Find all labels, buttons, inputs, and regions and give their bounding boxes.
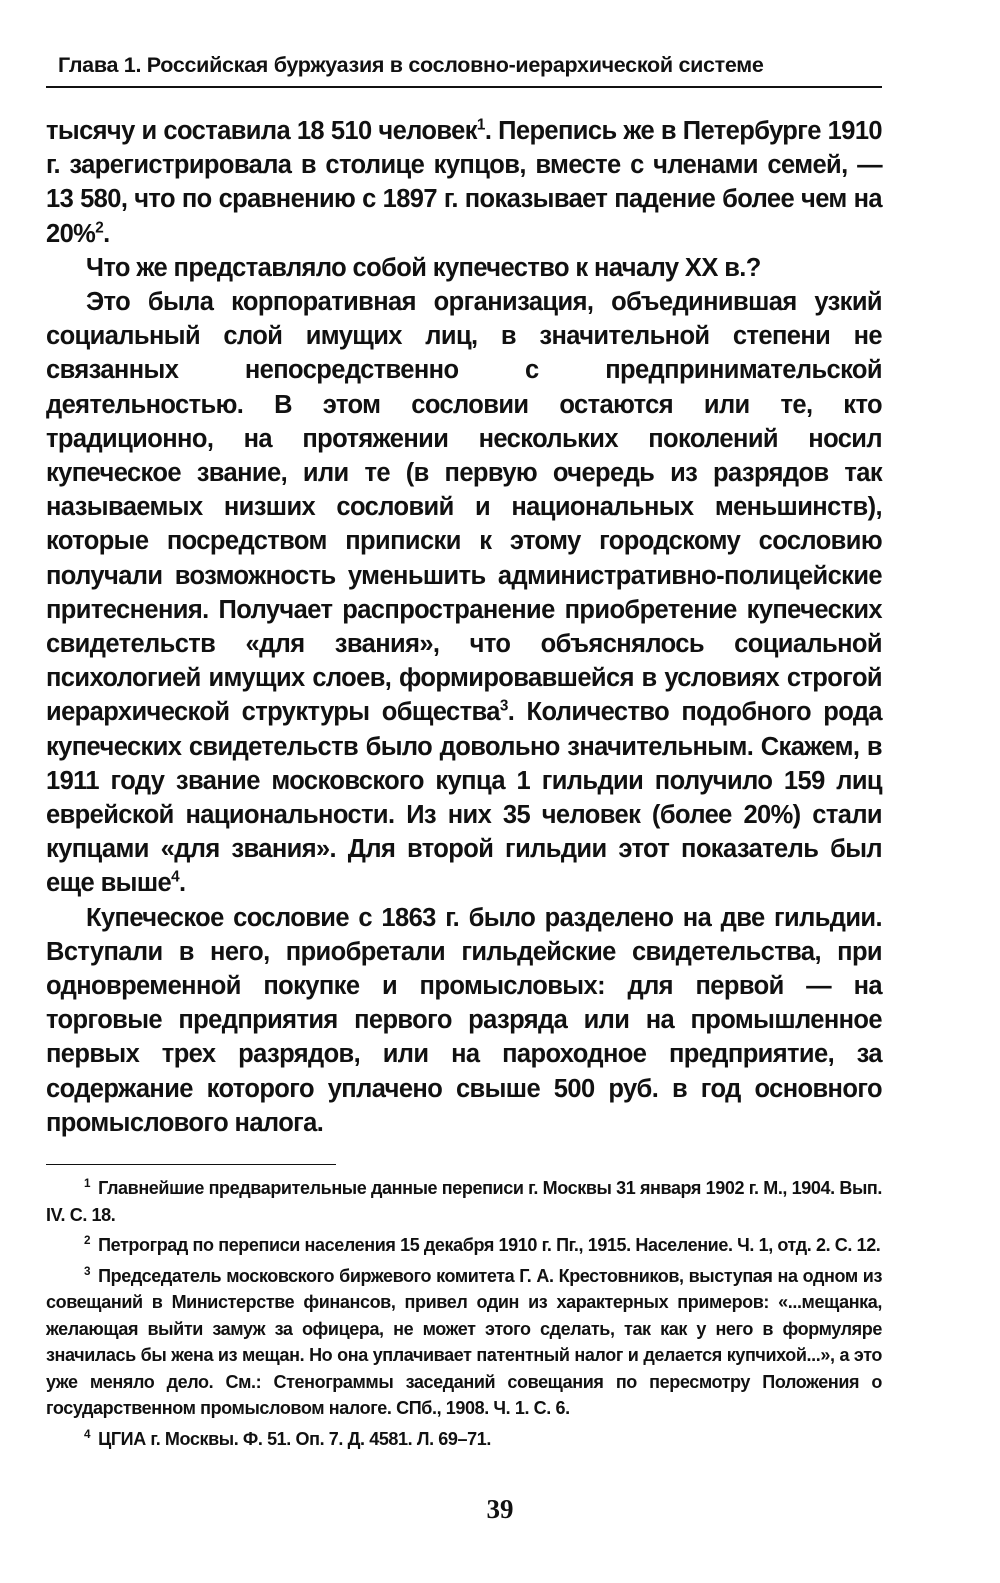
footnote-3	[46, 1263, 882, 1422]
footnote-1	[46, 1175, 882, 1228]
running-title: Глава 1. Российская буржуазия в сословно-иерархической системе	[58, 53, 764, 77]
footnote-mark: 2	[84, 1234, 91, 1248]
paragraph-1-part-a: тысячу и составила 18 510 человек	[46, 117, 477, 145]
footnote-2	[46, 1232, 882, 1259]
footnote-mark: 1	[84, 1177, 91, 1191]
paragraph-1-part-c: .	[103, 219, 110, 248]
footnote-ref-2: 2	[95, 219, 104, 237]
paragraph-3-part-a: Это была корпоративная организация, объединившая узкий социальный слой имущих лиц, в значительной степени не связанных непосредственно с предпринимательской деятельностью. В этом сословии остаются или те, кто традиционно, на протяжении нескольких поколений носил купеческое звание, или те (в первую очередь из разрядов так называемых низших сословий и национальных меньшинств), которые посредством приписки к этому городскому сословию получали возможность уменьшить административно-полицейские притеснения. Получает распространение приобретение купеческих свидетельств «для звания», что объяснялось социальной психологией имущих слоев, формировавшейся в условиях строгой иерархической структуры общества	[46, 288, 882, 727]
paragraph-1-part-b: . Перепись же в Петербурге 1910 г. зарегистрировала в столице купцов, вместе с членами семей, — 13 580, что по сравнению с 1897 г. показывает падение более чем на 20%	[46, 117, 882, 248]
footnote-4	[46, 1426, 882, 1453]
paragraph-3-part-c: .	[178, 869, 186, 898]
footnote-ref-3: 3	[499, 697, 508, 715]
paragraph-3-part-b: . Количество подобного рода купеческих свидетельств было довольно значительным. Скажем, в 1911 году звание московского купца 1 гильдии получило 159 лиц еврейской национальности. Из них 35 человек (более 20%) стали купцами «для звания». Для второй гильдии этот показатель был еще выше	[46, 698, 882, 898]
footnote-text: Председатель московского биржевого комитета Г. А. Крестовников, выступая на одном из совещаний в Министерстве финансов, привел один из характерных примеров: «...мещанка, желающая выйти замуж за офицера, не может этого сделать, так как у него в формуляре значилась бы жена из мещан. Но она уплачивает патентный налог и делается купчихой...», а это уже меняло дело. См.: Стенограммы заседаний совещания по пересмотру Положения о государственном промысловом налоге. СПб., 1908. Ч. 1. С. 6.	[46, 1265, 882, 1419]
footnote-text: ЦГИА г. Москвы. Ф. 51. Оп. 7. Д. 4581. Л. 69–71.	[98, 1428, 491, 1449]
book-page	[46, 38, 882, 1456]
footnote-mark: 3	[84, 1264, 91, 1278]
footnote-ref-1: 1	[476, 116, 485, 134]
header-divider	[46, 86, 882, 88]
paragraph-3	[46, 285, 882, 901]
paragraph-1	[46, 114, 882, 251]
footnote-text: Петроград по переписи населения 15 декабря 1910 г. Пг., 1915. Население. Ч. 1, отд. 2. С. 12.	[98, 1235, 881, 1256]
footnote-mark: 4	[84, 1427, 91, 1441]
paragraph-4: Купеческое сословие с 1863 г. было разделено на две гильдии. Вступали в него, приобретали гильдейские свидетельства, при одновременной покупке и промысловых: для первой — на торговые предприятия первого разряда или на промышленное первых трех разрядов, или на пароходное предприятие, за содержание которого уплачено свыше 500 руб. в год основного промыслового налога.	[46, 903, 882, 1137]
footnote-divider	[46, 1164, 336, 1165]
footnotes	[46, 1175, 882, 1452]
page-number: 39	[486, 1494, 514, 1524]
main-text	[46, 114, 882, 1140]
footnote-ref-4: 4	[171, 868, 179, 886]
paragraph-2: Что же представляло собой купечество к началу XX в.?	[86, 253, 761, 282]
footnote-text: Главнейшие предварительные данные переписи г. Москвы 31 января 1902 г. М., 1904. Вып. IV. С. 18.	[46, 1178, 882, 1225]
